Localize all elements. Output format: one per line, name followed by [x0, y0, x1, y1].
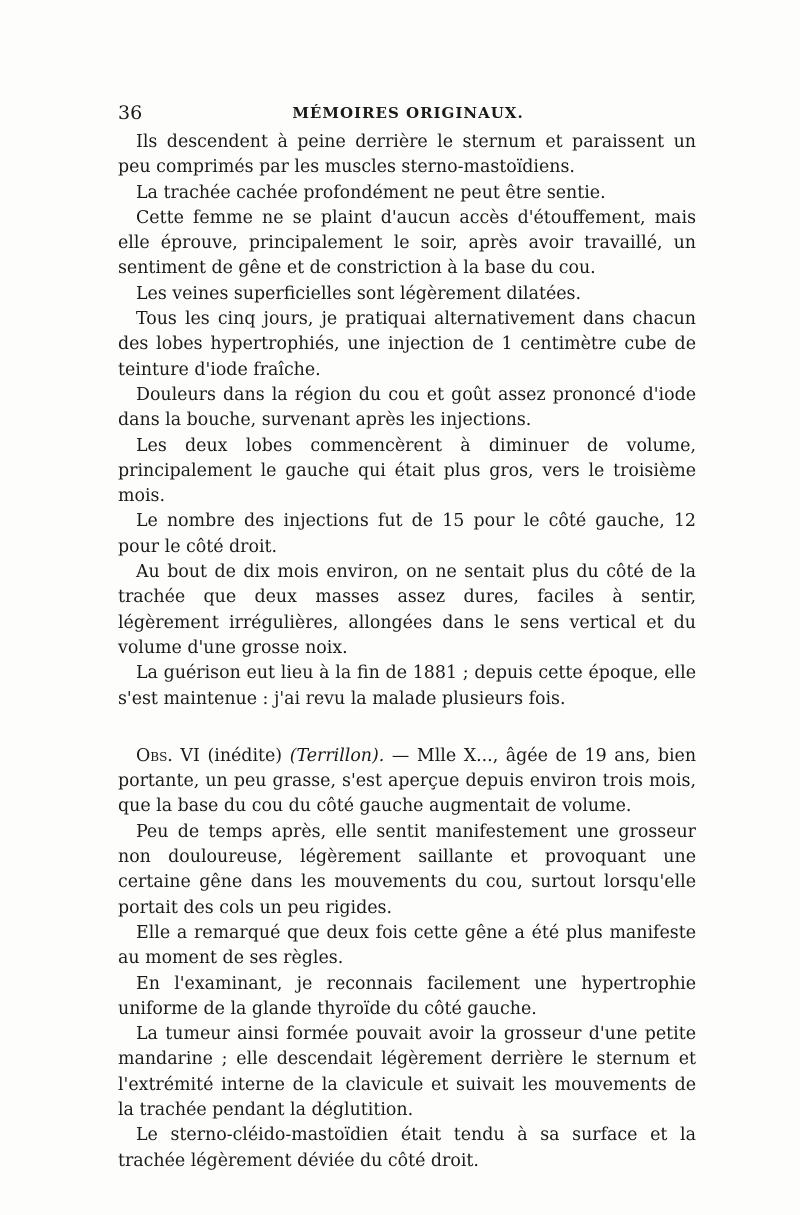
paragraph: Le sterno-cléido-mastoïdien était tendu à sa surface et la trachée légèrement déviée du côté droit. — [118, 1125, 696, 1171]
header-title: MÉMOIRES ORIGINAUX. — [292, 104, 524, 122]
observation-paragraph — [118, 744, 696, 820]
body-text — [118, 130, 696, 1174]
paragraph: Tous les cinq jours, je pratiquai alternativement dans chacun des lobes hypertrophiés, une injection de 1 centimètre cube de teinture d'iode fraîche. — [118, 309, 696, 380]
paragraph: Elle a remarqué que deux fois cette gêne a été plus manifeste au moment de ses règles. — [118, 922, 696, 969]
paragraph: En l'examinant, je reconnais facilement une hypertrophie uniforme de la glande thyroïde du côté gauche. — [118, 973, 696, 1019]
page-number: 36 — [118, 102, 143, 124]
paragraph: La tumeur ainsi formée pouvait avoir la grosseur d'une petite mandarine ; elle descendait légèrement derrière le sternum et l'extrémité interne de la clavicule et suivait les mouvements de la trachée pendant la déglutition. — [118, 1024, 696, 1120]
paragraph: Douleurs dans la région du cou et goût assez prononcé d'iode dans la bouche, survenant après les injections. — [118, 384, 696, 431]
paragraph: Ils descendent à peine derrière le sternum et paraissent un peu comprimés par les muscles sterno-mastoïdiens. — [118, 132, 696, 178]
running-head — [118, 100, 698, 126]
observation-text: — Mlle X..., âgée de 19 ans, bien portante, un peu grasse, s'est aperçue depuis environ trois mois, que la base du cou du côté gauche augmentait de volume. — [118, 745, 697, 817]
paragraph: Les veines superficielles sont légèrement dilatées. — [136, 283, 581, 304]
paragraph: Peu de temps après, elle sentit manifestement une grosseur non douloureuse, légèrement saillante et provoquant une certaine gêne dans les mouvements du cou, surtout lorsqu'elle portait des cols un peu rigides. — [118, 821, 696, 918]
paragraph: La trachée cachée profondément ne peut être sentie. — [136, 182, 606, 203]
paragraph: Cette femme ne se plaint d'aucun accès d'étouffement, mais elle éprouve, principalement le soir, après avoir travaillé, un sentiment de gêne et de constriction à la base du cou. — [118, 207, 696, 279]
paragraph: Le nombre des injections fut de 15 pour le côté gauche, 12 pour le côté droit. — [118, 511, 696, 557]
paragraph: Au bout de dix mois environ, on ne sentait plus du côté de la trachée que deux masses assez dures, faciles à sentir, légèrement irrégulières, allongées dans le sens vertical et du volume d'une grosse noix. — [118, 562, 696, 658]
observation-status: (inédite) — [207, 745, 283, 766]
paragraph: Les deux lobes commencèrent à diminuer de volume, principalement le gauche qui était plus gros, vers le troisième mois. — [118, 435, 696, 507]
observation-author: (Terrillon). — [289, 745, 385, 766]
paragraph: La guérison eut lieu à la fin de 1881 ; depuis cette époque, elle s'est maintenue : j'ai revu la malade plusieurs fois. — [118, 663, 696, 709]
observation-label: Obs. VI — [136, 745, 200, 766]
